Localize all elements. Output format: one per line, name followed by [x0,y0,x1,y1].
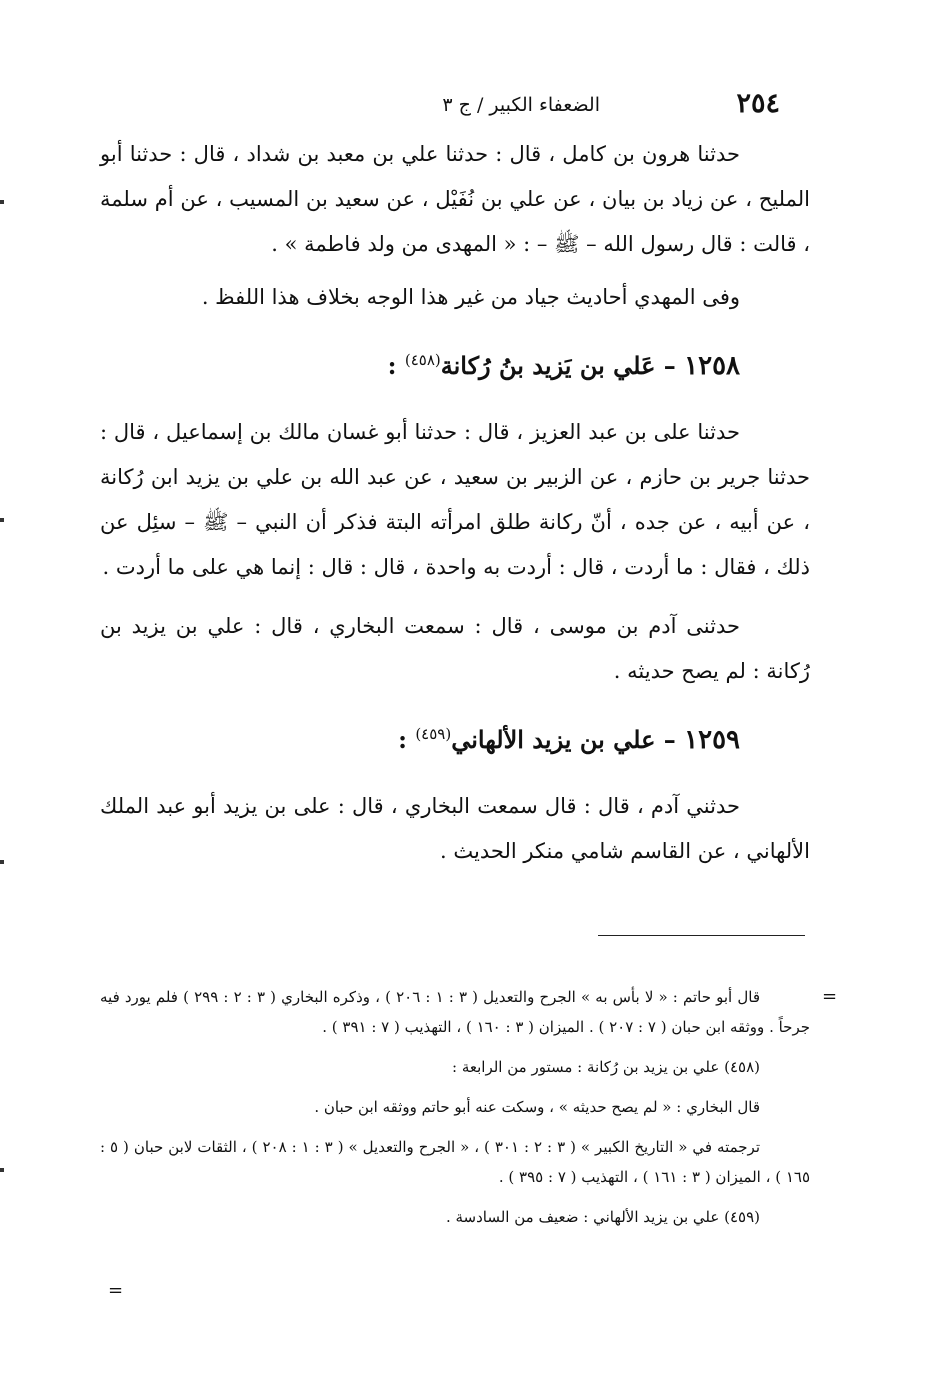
continuation-mark-bottom: = [108,1280,124,1301]
hadith-paragraph: حدثنا هرون بن كامل ، قال : حدثنا علي بن معبد بن شداد ، قال : حدثنا أبو المليح ، عن زياد بن بيان ، عن علي بن نُفَيْل ، عن سعيد بن المسيب ، عن أم سلمة ، قالت : قال رسول الله – ﷺ – : « المهدى من ولد فاطمة » . [100,142,810,256]
footnote-continued: قال أبو حاتم : « لا بأس به » الجرح والتعديل ( ٣ : ١ : ٢٠٦ ) ، وذكره البخاري ( ٣ : ٢ : ٢٩٩ ) فلم يورد فيه جرحاً . ووثقه ابن حبان ( ٧ : ٢٠٧ ) . الميزان ( ٣ : ١٦٠ ) ، التهذيب ( ٧ : ٣٩١ ) . [100,988,810,1036]
entry-heading-1258 [100,330,810,396]
entry-colon: : [398,725,407,754]
footnote-458-detail: قال البخاري : « لم يصح حديثه » ، وسكت عنه أبو حاتم ووثقه ابن حبان . [314,1098,760,1116]
footnote-ref: (٤٥٩) [415,725,452,743]
hadith-paragraph: حدثنا على بن عبد العزيز ، قال : حدثنا أبو غسان مالك بن إسماعيل ، قال : حدثنا جرير بن حازم ، عن الزبير بن سعيد ، عن عبد الله بن علي بن يزيد ابن رُكانة ، عن أبيه ، عن جده ، أنّ ركانة طلق امرأته البتة فذكر أن النبي – ﷺ – سئِل عن ذلك ، فقال : ما أردت ، قال : أردت به واحدة ، قال : قال : إنما هي على ما أردت . [100,420,810,579]
footnotes [100,982,810,1232]
footnote-ref: (٤٥٨) [404,351,441,369]
entry-name: علي بن يزيد الألهاني [451,725,656,754]
footnote-458: (٤٥٨) علي بن يزيد بن رُكانة : مستور من الرابعة : [452,1058,760,1076]
scan-mark [0,860,4,864]
page-header [100,88,780,128]
commentary-paragraph: وفى المهدي أحاديث جياد من غير هذا الوجه بخلاف هذا اللفظ . [201,285,740,309]
scan-mark [0,200,4,204]
footnote-458-sources: ترجمته في « التاريخ الكبير » ( ٣ : ٢ : ٣٠١ ) ، « الجرح والتعديل » ( ٣ : ١ : ٢٠٨ ) ، الثقات لابن حبان ( ٥ : ١٦٥ ) ، الميزان ( ٣ : ١٦١ ) ، التهذيب ( ٧ : ٣٩٥ ) . [100,1138,810,1186]
entry-heading-1259 [100,704,810,770]
narration-paragraph: حدثنى آدم بن موسى ، قال : سمعت البخاري ، قال : علي بن يزيد بن رُكانة : لم يصح حديثه . [100,614,810,683]
entry-number: ١٢٥٩ [684,725,740,755]
entry-dash: – [663,351,676,380]
entry-colon: : [387,351,397,380]
footnote-459: (٤٥٩) علي بن يزيد الألهاني : ضعيف من السادسة . [445,1208,760,1226]
footnote-separator [598,935,805,936]
scan-mark [0,1168,4,1172]
entry-number: ١٢٥٨ [684,351,740,381]
running-title: الضعفاء الكبير / ج ٣ [442,94,600,116]
scan-mark [0,518,4,522]
narration-paragraph: حدثني آدم ، قال : قال سمعت البخاري ، قال : على بن يزيد أبو عبد الملك الألهاني ، عن القاسم شامي منكر الحديث . [100,794,810,863]
page-number: ٢٥٤ [736,88,780,119]
entry-name: عَلي بن يَزيد بنُ رُكانة [440,351,656,380]
continuation-mark-top: = [822,986,838,1007]
main-text [100,132,810,874]
entry-dash: – [663,725,676,754]
